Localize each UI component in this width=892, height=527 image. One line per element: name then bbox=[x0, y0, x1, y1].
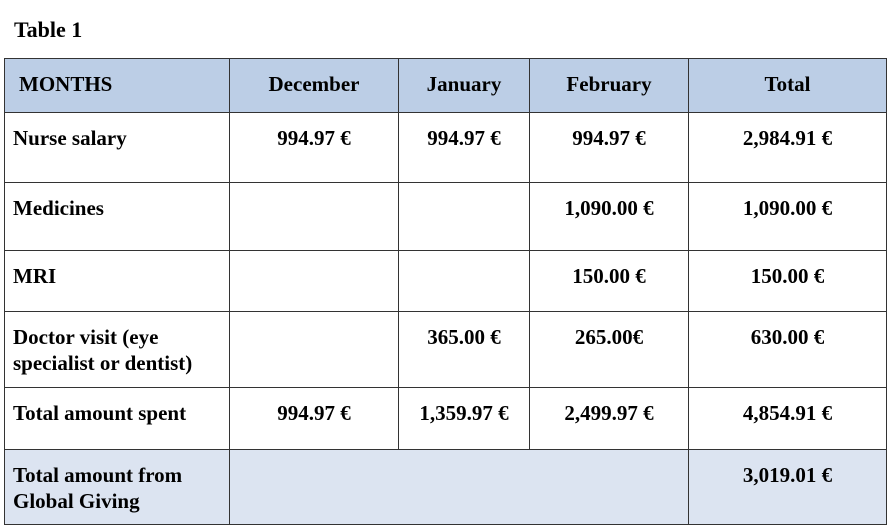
table-header-row bbox=[5, 59, 887, 113]
table-caption: Table 1 bbox=[14, 17, 83, 42]
cell-total: 4,854.91 € bbox=[689, 388, 887, 450]
footer-blank-cell bbox=[230, 450, 689, 525]
header-january: January bbox=[399, 59, 530, 113]
footer-total: 3,019.01 € bbox=[689, 450, 887, 525]
cell-january bbox=[399, 251, 530, 312]
cell-february: 994.97 € bbox=[530, 113, 689, 183]
row-label: Nurse salary bbox=[5, 113, 230, 183]
table-row bbox=[5, 388, 887, 450]
table-row bbox=[5, 183, 887, 251]
cell-total: 2,984.91 € bbox=[689, 113, 887, 183]
cell-january: 1,359.97 € bbox=[399, 388, 530, 450]
cell-total: 150.00 € bbox=[689, 251, 887, 312]
cell-total: 630.00 € bbox=[689, 312, 887, 388]
row-label: Medicines bbox=[5, 183, 230, 251]
cell-january: 994.97 € bbox=[399, 113, 530, 183]
row-label: Total amount spent bbox=[5, 388, 230, 450]
row-label: MRI bbox=[5, 251, 230, 312]
cell-december bbox=[230, 183, 399, 251]
expense-table bbox=[4, 58, 887, 525]
cell-december bbox=[230, 251, 399, 312]
cell-december: 994.97 € bbox=[230, 113, 399, 183]
cell-february: 265.00€ bbox=[530, 312, 689, 388]
header-total: Total bbox=[689, 59, 887, 113]
table-row bbox=[5, 251, 887, 312]
header-february: February bbox=[530, 59, 689, 113]
cell-december: 994.97 € bbox=[230, 388, 399, 450]
table-row bbox=[5, 113, 887, 183]
cell-january bbox=[399, 183, 530, 251]
footer-label: Total amount from Global Giving bbox=[5, 450, 230, 525]
cell-total: 1,090.00 € bbox=[689, 183, 887, 251]
table-footer-row bbox=[5, 450, 887, 525]
header-december: December bbox=[230, 59, 399, 113]
cell-february: 1,090.00 € bbox=[530, 183, 689, 251]
cell-february: 150.00 € bbox=[530, 251, 689, 312]
cell-february: 2,499.97 € bbox=[530, 388, 689, 450]
table-row bbox=[5, 312, 887, 388]
header-months: MONTHS bbox=[5, 59, 230, 113]
cell-december bbox=[230, 312, 399, 388]
cell-january: 365.00 € bbox=[399, 312, 530, 388]
row-label: Doctor visit (eye specialist or dentist) bbox=[5, 312, 230, 388]
